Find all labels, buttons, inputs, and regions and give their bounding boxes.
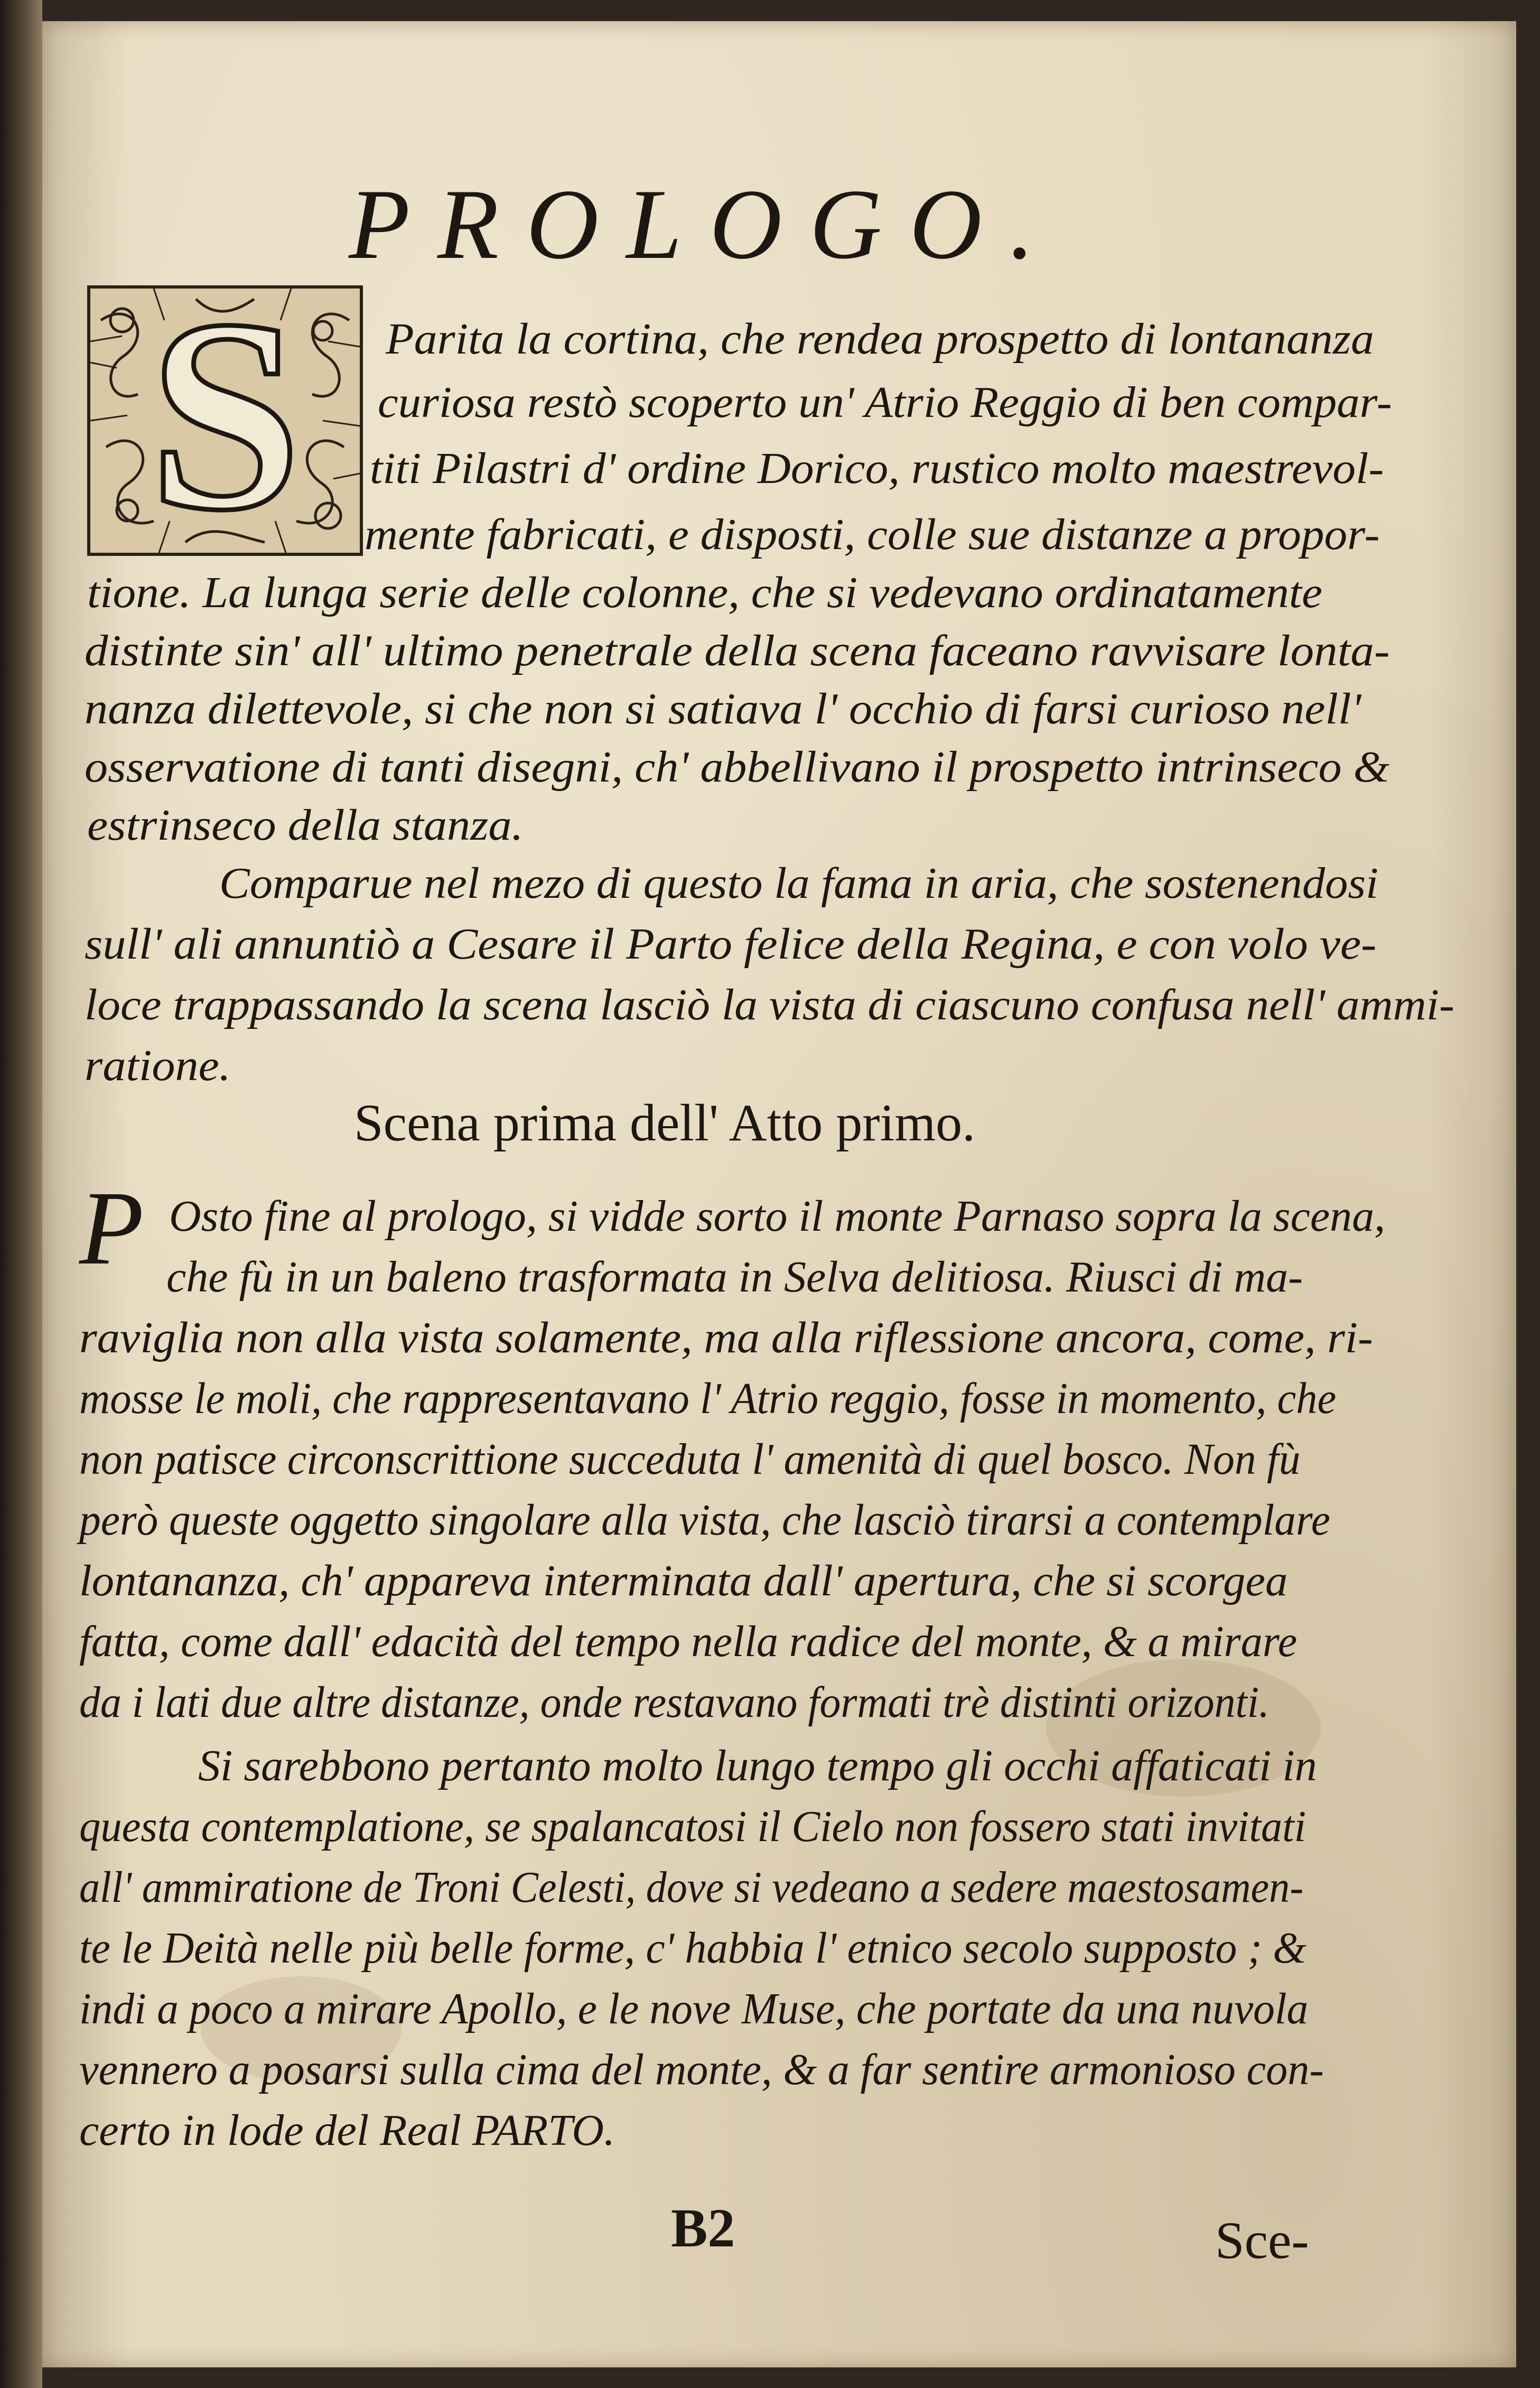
page-title: PROLOGO. <box>349 169 1062 280</box>
text-line: fatta, come dall' edacità del tempo nella radice del monte, & a mirare <box>79 1617 1298 1666</box>
text-line: distinte sin' all' ultimo penetrale della scena faceano ravvisare lonta- <box>85 626 1390 675</box>
text-line: sull' ali annuntiò a Cesare il Parto felice della Regina, e con volo ve- <box>85 919 1377 969</box>
text-line: questa contemplatione, se spalancatosi il Cielo non fossero stati invitati <box>79 1802 1306 1851</box>
text-line: indi a poco a mirare Apollo, e le nove Muse, che portate da una nuvola <box>79 1984 1309 2033</box>
text-line: però queste oggetto singolare alla vista, che lasciò tirarsi a contemplare <box>79 1495 1330 1545</box>
signature-mark: B2 <box>671 2198 735 2259</box>
text-line: lontananza, ch' appareva interminata dall' apertura, che si scorgea <box>79 1556 1288 1605</box>
text-line: Comparue nel mezo di questo la fama in aria, che sostenendosi <box>219 859 1379 908</box>
text-line: certo in lode del Real PARTO. <box>79 2106 615 2155</box>
initial-letter-s: S <box>148 285 302 556</box>
text-line: loce trappassando la scena lasciò la vista di ciascuno confusa nell' ammi- <box>85 980 1455 1029</box>
text-line: te le Deità nelle più belle forme, c' habbia l' etnico secolo supposto ; & <box>79 1924 1306 1973</box>
text-line: estrinseco della stanza. <box>87 801 524 850</box>
text-line: Parita la cortina, che rendea prospetto di lontananza <box>386 314 1374 364</box>
text-line: osservatione di tanti disegni, ch' abbellivano il prospetto intrinseco & <box>85 742 1390 792</box>
text-line: ratione. <box>85 1041 231 1090</box>
text-line: tione. La lunga serie delle colonne, che si vedevano ordinatamente <box>87 568 1322 617</box>
text-line: mente fabricati, e disposti, colle sue distanze a propor- <box>365 510 1380 559</box>
text-line: all' ammiratione de Troni Celesti, dove si vedeano a sedere maestosamen- <box>79 1863 1304 1912</box>
scene-initial-p: P <box>79 1170 144 1287</box>
text-line: curiosa restò scoperto un' Atrio Reggio di ben compar- <box>378 378 1392 427</box>
decorated-initial <box>87 285 363 556</box>
text-line: da i lati due altre distanze, onde restavano formati trè distinti orizonti. <box>79 1678 1270 1727</box>
text-line: che fù in un baleno trasformata in Selva delitiosa. Riusci di ma- <box>166 1252 1303 1302</box>
text-line: non patisce circonscrittione succeduta l' amenità di quel bosco. Non fù <box>79 1435 1301 1484</box>
text-line: raviglia non alla vista solamente, ma alla riflessione ancora, come, ri- <box>79 1313 1373 1362</box>
text-line: titi Pilastri d' ordine Dorico, rustico molto maestrevol- <box>370 444 1384 493</box>
text-line: nanza dilettevole, si che non si satiava l' occhio di farsi curioso nell' <box>85 684 1361 733</box>
text-line: vennero a posarsi sulla cima del monte, & a far sentire armonioso con- <box>79 2045 1324 2094</box>
text-line: Osto fine al prologo, si vidde sorto il monte Parnaso sopra la scena, <box>169 1192 1386 1241</box>
text-line: Si sarebbono pertanto molto lungo tempo gli occhi affaticati in <box>198 1741 1317 1790</box>
text-line: mosse le moli, che rappresentavano l' Atrio reggio, fosse in momento, che <box>79 1374 1337 1423</box>
scene-heading: Scena prima dell' Atto primo. <box>354 1093 976 1152</box>
catchword: Sce- <box>1215 2211 1309 2270</box>
previous-leaf-edge <box>0 0 42 2388</box>
